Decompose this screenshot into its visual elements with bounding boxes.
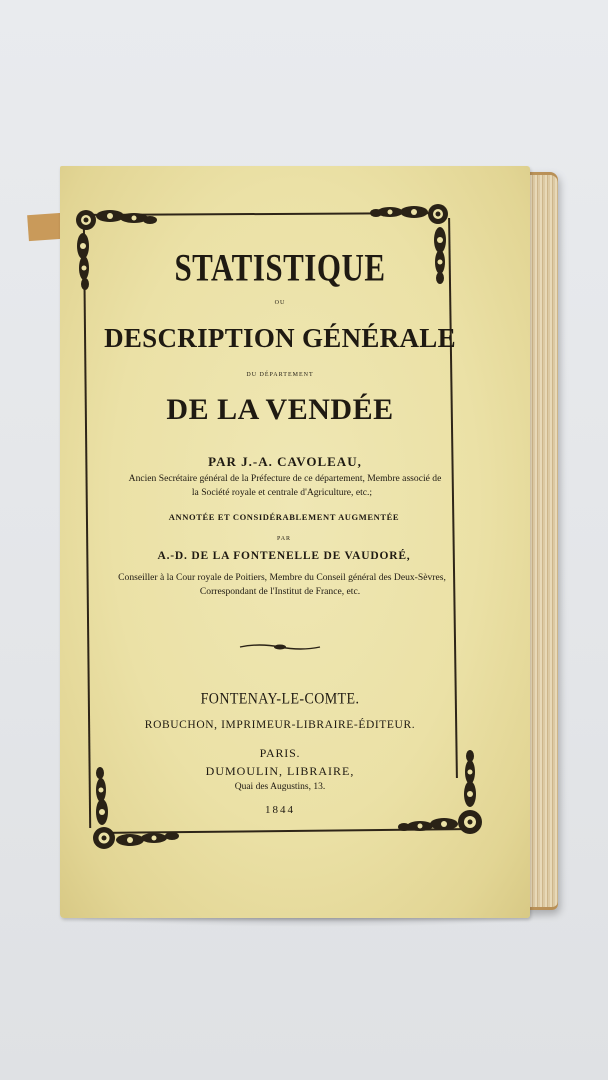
- connector-du-departement: DU DÉPARTEMENT: [246, 372, 314, 378]
- bookseller-name: DUMOULIN, LIBRAIRE,: [205, 764, 355, 778]
- book-department: DE LA VENDÉE: [166, 393, 394, 426]
- annotator-role-line-2: Correspondant de l'Institut de France, etc.: [199, 586, 361, 597]
- publication-year: 1844: [265, 804, 295, 816]
- book-annotator: A.-D. DE LA FONTENELLE DE VAUDORÉ,: [157, 550, 411, 562]
- connector-par: PAR: [276, 536, 292, 542]
- author-role-line-1: Ancien Secrétaire général de la Préfecture de ce département, Membre associé de: [128, 473, 442, 484]
- divider-ornament-icon: [238, 637, 322, 656]
- book-title: STATISTIQUE: [174, 245, 386, 290]
- bookseller-city: PARIS.: [259, 746, 301, 760]
- book-author: PAR J.-A. CAVOLEAU,: [208, 454, 362, 469]
- book-subtitle: DESCRIPTION GÉNÉRALE: [104, 323, 456, 353]
- bookseller-address: Quai des Augustins, 13.: [234, 782, 326, 792]
- author-role-line-2: la Société royale et centrale d'Agriculture, etc.;: [191, 487, 373, 498]
- annotated-note: ANNOTÉE ET CONSIDÉRABLEMENT AUGMENTÉE: [168, 512, 400, 522]
- annotator-role-line-1: Conseiller à la Cour royale de Poitiers, Membre du Conseil général des Deux-Sèvres,: [118, 572, 446, 583]
- corner-ornament-bottom-right-icon: [398, 748, 490, 844]
- connector-ou: OU: [274, 300, 286, 306]
- publisher-name: ROBUCHON, IMPRIMEUR-LIBRAIRE-ÉDITEUR.: [144, 719, 416, 731]
- publisher-city: FONTENAY-LE-COMTE.: [200, 690, 360, 709]
- torn-paper-tab: [27, 213, 63, 241]
